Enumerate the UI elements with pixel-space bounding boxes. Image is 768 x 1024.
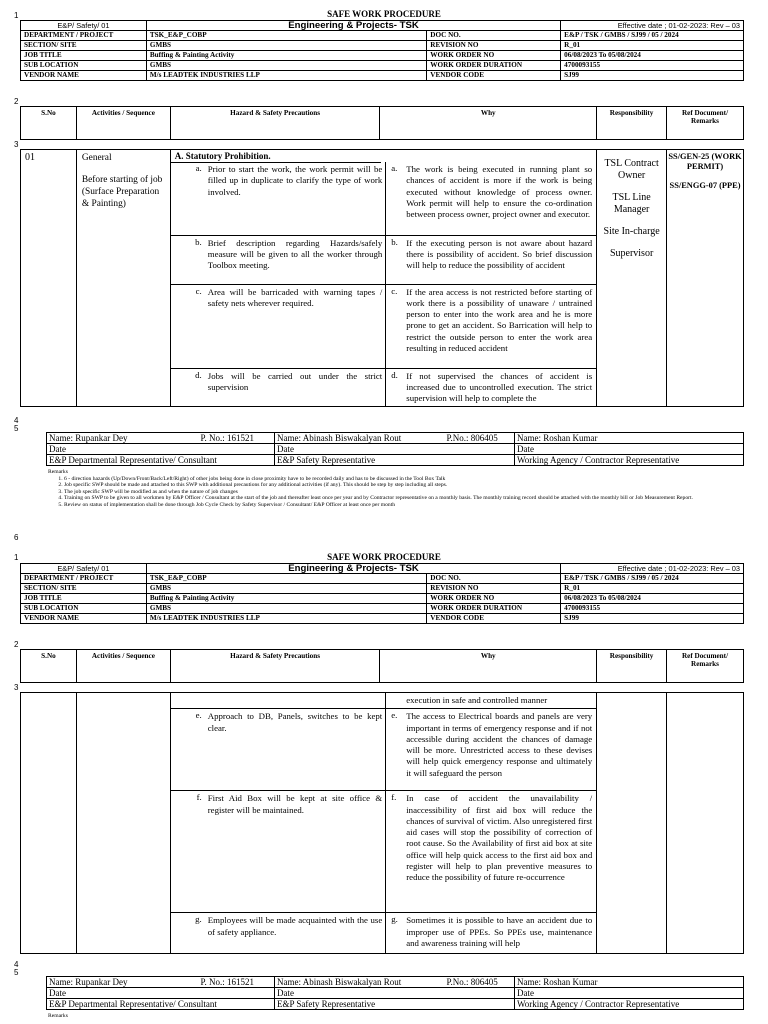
header-table [20,20,744,81]
header-value: 4700093155 [561,61,744,71]
column-header-table [20,649,744,683]
ref-doc: SS/GEN-25 (WORK PERMIT) [668,152,742,171]
signatory-pno: P. No.: 161521 [200,977,255,987]
item-letter: f. [171,791,206,913]
header-label: SUB LOCATION [21,604,147,614]
activity-cell [76,150,170,407]
signatory-role: E&P Departmental Representative/ Consultant [47,999,275,1010]
header-value: TSK_E&P_COBP [146,31,426,41]
why-text: If the area access is not restricted before starting of work there is a possibility of unaware / untrained person to enter into the work area and he is more prone to get an accident. So Barrication will help to restrict the outside person to enter the work area resulting in reduced accident [406,284,596,368]
signatory-2 [275,977,515,988]
why-letter: d. [391,369,398,380]
section-heading: A. Statutory Prohibition. [171,150,381,163]
header-label: JOB TITLE [21,594,147,604]
responsibility-item: TSL Contract Owner [604,158,659,181]
precautions-cell [170,150,596,407]
header-label: JOB TITLE [21,51,147,61]
line-number: 5 [14,968,19,977]
remarks [48,469,738,509]
precaution-row [171,791,596,913]
line-number: 2 [14,97,19,106]
header-value: R_01 [561,584,744,594]
header-value: SJ99 [561,71,744,81]
why-text: Sometimes it is possible to have an accident due to improper use of PPEs. So PPEs use, maintenance and awareness training will help [406,915,593,948]
header-value: Buffing & Painting Activity [146,51,426,61]
precaution-row [171,235,596,284]
header-label: VENDOR CODE [427,614,561,624]
header-label: VENDOR NAME [21,71,147,81]
line-number: 4 [14,960,19,969]
remarks-heading: Remarks [48,469,68,475]
ref-doc: SS/ENGG-07 (PPE) [669,181,741,190]
activity-cell [76,693,170,954]
precaution-list [171,162,596,406]
signatory-role: E&P Safety Representative [275,455,515,466]
header-label: VENDOR CODE [427,71,561,81]
why-text: execution in safe and controlled manner [386,693,596,709]
precautions-cell [170,693,596,954]
why-letter: b. [386,235,407,284]
remark-item: 1. 6 - direction hazards (Up/Down/Front/Back/Left/Right) of other jobs being done in close proximity have to be recorded daily and has to be discussed in the Tool Box Talk [64,476,738,483]
why-letter: e. [386,709,407,791]
header-label: WORK ORDER NO [427,51,561,61]
signatory-3: Name: Roshan Kumar [515,433,744,444]
header-label: DEPARTMENT / PROJECT [21,31,147,41]
row-sno: 01 [21,150,77,407]
why-letter: a. [386,162,407,235]
ref-cell [667,693,744,954]
line-number: 1 [14,11,19,20]
signatory-name: Name: Abinash Biswakalyan Rout [277,977,402,987]
header-label: REVISION NO [427,41,561,51]
item-letter: e. [171,709,206,791]
header-value: E&P / TSK / GMBS / SJ99 / 05 / 2024 [561,574,744,584]
precaution-text: Prior to start the work, the work permit will be filled up in duplicate to clarify the type of work involved. [206,162,386,235]
precaution-text: Brief description regarding Hazards/safely measure will be given to all the worker through Toolbox meeting. [206,235,386,284]
date-field: Date [515,988,744,999]
header-value: GMBS [146,61,426,71]
effective-date: Effective date ; 01-02-2023: Rev – 03 [561,564,744,574]
ref-code: E&P/ Safety/ 01 [21,564,147,574]
header-value: 06/08/2023 To 05/08/2024 [561,594,744,604]
header-value: E&P / TSK / GMBS / SJ99 / 05 / 2024 [561,31,744,41]
header-table [20,563,744,624]
header-label: DOC NO. [427,31,561,41]
item-letter: g. [195,914,202,925]
doc-title: SAFE WORK PROCEDURE [327,9,441,19]
signatory-name: Name: Rupankar Dey [49,433,128,443]
col-sno: S.No [21,107,77,140]
header-value: 06/08/2023 To 05/08/2024 [561,51,744,61]
precaution-row [171,162,596,235]
why-text: In case of accident the unavailability / inaccessibility of first aid box will reduce the chances of survival of victim. Also unregistered first aid cases will stop the possibility of correction of root cause. So the Availability of first aid box at site office will help quick access to the first aid box and register will help to plan preventive measures to reduce the possibility of future re-occurrence [406,791,596,913]
signatory-name: Name: Abinash Biswakalyan Rout [277,433,402,443]
row-sno [21,693,77,954]
col-why: Why [380,650,597,683]
item-letter: d. [195,369,202,380]
header-label: WORK ORDER DURATION [427,604,561,614]
signature-table [46,432,744,466]
header-value: R_01 [561,41,744,51]
col-hazard: Hazard & Safety Precautions [170,650,380,683]
header-label: DOC NO. [427,574,561,584]
org-title: Engineering & Projects- TSK [146,564,560,574]
why-letter: c. [386,284,407,368]
header-label: REVISION NO [427,584,561,594]
signatory-role: E&P Safety Representative [275,999,515,1010]
remarks-heading: Remarks [48,1013,68,1019]
precaution-text: Employees will be made acquainted with the use of safety appliance. [206,913,386,953]
why-letter: f. [386,791,407,913]
why-letter: g. [391,914,398,925]
doc-title: SAFE WORK PROCEDURE [327,552,441,562]
precaution-row [171,913,596,953]
signatory-1 [47,977,275,988]
date-field: Date [515,444,744,455]
activity-desc: Before starting of job (Surface Preparation & Painting) [81,175,163,209]
responsibility-cell [597,150,667,407]
effective-date: Effective date ; 01-02-2023: Rev – 03 [561,21,744,31]
precaution-row [171,709,596,791]
signatory-2 [275,433,515,444]
signatory-3: Name: Roshan Kumar [515,977,744,988]
line-number: 3 [14,140,19,149]
header-value: SJ99 [561,614,744,624]
line-number: 6 [14,533,19,542]
precaution-row [171,284,596,368]
header-label: WORK ORDER DURATION [427,61,561,71]
date-field: Date [47,444,275,455]
responsibility-item: Site In-charge [603,226,660,237]
precaution-text: First Aid Box will be kept at site office & register will be maintained. [206,791,386,913]
header-value: GMBS [146,41,426,51]
item-letter: c. [171,284,206,368]
signature-table [46,976,744,1010]
responsibility-item: Supervisor [609,248,654,259]
remark-item: 2. Job specific SWP should be made and attached to this SWP with additional precautions for any additional activities (if any). This should be step by step including all steps. [64,482,738,489]
date-field: Date [275,988,515,999]
signatory-pno: P.No.: 806405 [446,977,498,987]
procedure-table [20,692,744,954]
signatory-pno: P.No.: 806405 [446,433,498,443]
signatory-role: Working Agency / Contractor Representative [515,455,744,466]
col-why: Why [380,107,597,140]
date-field: Date [47,988,275,999]
remark-item: 3. The job specific SWP will be modified as and when the nature of job changes [64,489,738,496]
signatory-role: Working Agency / Contractor Representative [515,999,744,1010]
responsibility-item: TSL Line Manager [612,192,651,215]
item-letter: b. [171,235,206,284]
col-ref: Ref Document/ Remarks [667,650,744,683]
column-header-table [20,106,744,140]
header-label: SECTION/ SITE [21,41,147,51]
precaution-list [171,693,596,953]
col-ref: Ref Document/ Remarks [667,107,744,140]
precaution-text: Area will be barricaded with warning tapes / safety nets wherever required. [206,284,386,368]
header-label: DEPARTMENT / PROJECT [21,574,147,584]
col-activities: Activities / Sequence [76,107,170,140]
col-sno: S.No [21,650,77,683]
why-text: If the executing person is not aware about hazard there is possibility of accident. So brief discussion will help to reduce the possibility of accident [406,235,596,284]
line-number: 3 [14,683,19,692]
item-letter: a. [171,162,206,235]
header-value: TSK_E&P_COBP [146,574,426,584]
signatory-name: Name: Rupankar Dey [49,977,128,987]
continuation-row [171,693,596,709]
why-text: If not supervised the chances of accident is increased due to uncontrolled execution. The strict supervision will help to complete the [406,370,593,404]
col-responsibility: Responsibility [597,107,667,140]
why-text: The work is being executed in running plant so chances of accident is more if the work is being executed without knowledge of process owner. Work permit will help to ensure the co-ordination between process owner, project owner and executor. [406,162,596,235]
header-label: VENDOR NAME [21,614,147,624]
header-label: WORK ORDER NO [427,594,561,604]
precaution-row [171,368,596,406]
header-label: SUB LOCATION [21,61,147,71]
header-label: SECTION/ SITE [21,584,147,594]
header-value: GMBS [146,584,426,594]
signatory-role: E&P Departmental Representative/ Consultant [47,455,275,466]
header-value: M/s LEADTEK INDUSTRIES LLP [146,614,426,624]
header-value: GMBS [146,604,426,614]
header-value: Buffing & Painting Activity [146,594,426,604]
col-responsibility: Responsibility [597,650,667,683]
header-value: 4700093155 [561,604,744,614]
why-text: The access to Electrical boards and panels are very important in terms of emergency response and if not accessible during accident the chances of damage will be more. Unrestricted access to these devises will help quick emergency response and ultimately it will safeguard the person [406,709,596,791]
procedure-table [20,149,744,407]
ref-cell [667,150,744,407]
signatory-pno: P. No.: 161521 [200,433,255,443]
precaution-text: Approach to DB, Panels, switches to be kept clear. [206,709,386,791]
activity-title: General [81,153,112,163]
ref-code: E&P/ Safety/ 01 [21,21,147,31]
line-number: 1 [14,553,19,562]
org-title: Engineering & Projects- TSK [146,21,560,31]
remark-item: 5. Review on status of implementation shall be done through Job Cycle Check by Safety Supervisor / Consultant/ E&P Officer at least once per month [64,502,738,509]
col-hazard: Hazard & Safety Precautions [170,107,380,140]
signatory-1 [47,433,275,444]
header-value: M/s LEADTEK INDUSTRIES LLP [146,71,426,81]
remarks [48,1013,738,1020]
precaution-text: Jobs will be carried out under the strict supervision [206,368,386,406]
date-field: Date [275,444,515,455]
col-activities: Activities / Sequence [76,650,170,683]
line-number: 4 [14,416,19,425]
line-number: 2 [14,640,19,649]
remark-item: 4. Training on SWP to be given to all workmen by E&P Officer / Consultant at the start of the job and thereafter least once per year and by Contractor representative on a monthly basis. The monthly training record should be attached with the monthly bill or Job Measurement Report. [64,495,738,502]
responsibility-cell [597,693,667,954]
line-number: 5 [14,424,19,433]
